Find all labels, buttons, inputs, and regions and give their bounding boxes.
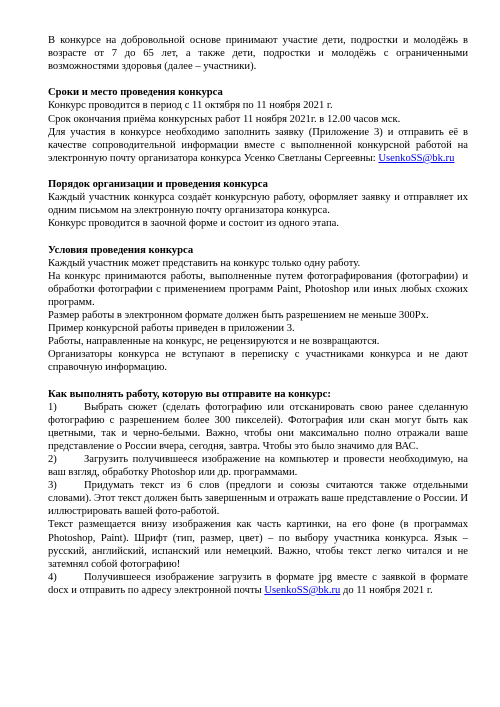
howto-item-4-text: Получившееся изображение загрузить в формате jpg вместе с заявкой в формате docx и отправить по адресу электронной почты <box>48 571 468 596</box>
howto-item-4-end: до 11 ноября 2021 г. <box>343 584 433 596</box>
conditions-paragraph-2: На конкурс принимаются работы, выполненные путем фотографирования (фотографии) и обработки фотографии с применением программ Paint, Photoshop или иных любых схожих программ. <box>48 270 468 308</box>
conditions-paragraph-1: Каждый участник может представить на конкурс только одну работу. <box>48 257 361 269</box>
howto-item-2-number: 2) <box>48 454 57 465</box>
section-order-title: Порядок организации и проведения конкурса <box>48 179 268 191</box>
section-howto-title: Как выполнять работу, которую вы отправите на конкурс: <box>48 388 331 400</box>
howto-item-3 <box>48 479 468 518</box>
terms-deadline: Срок окончания приёма конкурсных работ 11 ноября 2021г. в 12.00 часов мск. <box>48 113 401 125</box>
conditions-paragraph-4: Пример конкурсной работы приведен в приложении 3. <box>48 323 295 335</box>
order-paragraph-2: Конкурс проводится в заочной форме и состоит из одного этапа. <box>48 218 339 230</box>
howto-item-2-text: Загрузить получившееся изображение на компьютер и провести необходимую, на ваш взгляд, обработку Photoshop или др. программами. <box>48 454 468 479</box>
howto-item-3-extra: Текст размещается внизу изображения как часть картинки, на его фоне (в программах Photoshop, Paint). Шрифт (тип, размер, цвет) – по выбору участника конкурса. Язык – русский, английский, испанский или немецкий. Важно, чтобы текст легко читался и не затемнял собой фотографию! <box>48 519 468 570</box>
email-link-2[interactable]: UsenkoSS@bk.ru <box>264 584 341 596</box>
section-conditions-title: Условия проведения конкурса <box>48 244 194 256</box>
conditions-paragraph-6: Организаторы конкурса не вступают в переписку с участниками конкурса и не дают справочную информацию. <box>48 349 468 374</box>
howto-item-1-text: Выбрать сюжет (сделать фотографию или отсканировать свою ранее сделанную фотографию с разрешением более 300 пикселей). Фотография или скан могут быть как цветными, так и черно-белыми. Важно, чтобы они максимально полно отражали ваше представление о России вчера, сегодня, завтра. Чтобы это было значимо для ВАС. <box>48 401 468 452</box>
conditions-paragraph-3: Размер работы в электронном формате должен быть разрешением не меньше 300Px. <box>48 309 429 321</box>
howto-item-2 <box>48 453 468 479</box>
howto-item-4-number: 4) <box>48 571 57 583</box>
document-page <box>48 34 468 597</box>
howto-item-3-number: 3) <box>48 480 57 492</box>
howto-item-1-number: 1) <box>48 401 57 413</box>
terms-application-text: Для участия в конкурсе необходимо заполнить заявку (Приложение 3) и отправить её в качестве сопроводительной информации вместе с выполненной конкурсной работой на электронную почту организатора конкурса Усенко Светланы Сергеевны: <box>48 126 468 164</box>
email-link[interactable]: UsenkoSS@bk.ru <box>378 152 455 164</box>
terms-period: Конкурс проводится в период с 11 октября по 11 ноября 2021 г. <box>48 100 333 112</box>
howto-item-1 <box>48 401 468 453</box>
howto-item-4 <box>48 571 468 597</box>
conditions-paragraph-5: Работы, направленные на конкурс, не рецензируются и не возвращаются. <box>48 336 380 348</box>
terms-application <box>48 126 468 165</box>
section-terms-title: Сроки и место проведения конкурса <box>48 87 223 99</box>
intro-paragraph: В конкурсе на добровольной основе принимают участие дети, подростки и молодёжь в возрасте от 7 до 65 лет, а также дети, подростки и молодёжь с ограниченными возможностями здоровья (далее – участники). <box>48 35 468 73</box>
howto-item-3-text: Придумать текст из 6 слов (предлоги и союзы считаются также отдельными словами). Этот текст должен быть завершенным и отражать ваше представление о России. И иллюстрировать вашей фото-работой. <box>48 480 468 518</box>
order-paragraph-1: Каждый участник конкурса создаёт конкурсную работу, оформляет заявку и отправляет их одним письмом на электронную почту организатора конкурса. <box>48 192 468 217</box>
